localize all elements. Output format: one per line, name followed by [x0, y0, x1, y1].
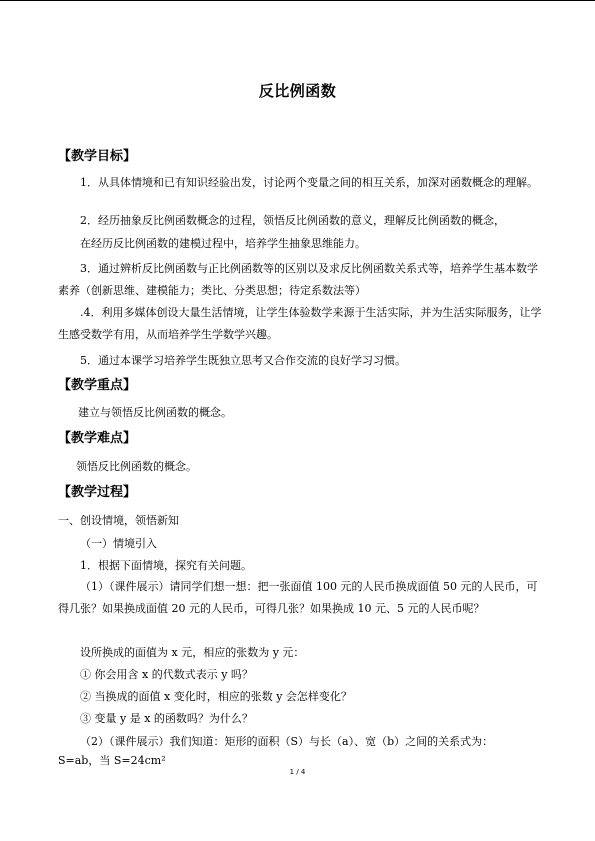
question-1: ① 你会用含 x 的代数式表示 y 吗？ [80, 668, 253, 681]
key-point-text: 建立与领悟反比例函数的概念。 [78, 406, 232, 419]
process-step-1: 1．根据下面情境，探究有关问题。 [80, 559, 252, 572]
heading-key-point: 【教学重点】 [58, 378, 137, 393]
process-scenario-1: （1）（课件展示）请同学们想一想：把一张面值 100 元的人民币换成面值 50 元的人民币，可得几张？如果换成面值 20 元的人民币，可得几张？如果换成 10 元、5 元的人民币呢？ [58, 580, 538, 615]
heading-goals: 【教学目标】 [58, 149, 137, 164]
question-3: ③ 变量 y 是 x 的函数吗？为什么？ [80, 712, 253, 725]
top-rule [0, 0, 595, 1]
page-title: 反比例函数 [258, 82, 337, 100]
goal-3: 3．通过辨析反比例函数与正比例函数等的区别以及求反比例函数关系式等，培养学生基本数学素养（创新思维、建模能力；类比、分类思想；待定系数法等） [58, 262, 538, 297]
goal-5: 5．通过本课学习培养学生既独立思考又合作交流的良好学习习惯。 [80, 354, 406, 367]
process-subsection-1: （一）情境引入 [80, 537, 157, 550]
process-scenario-2-cont: S=ab，当 S=24cm² [58, 754, 166, 767]
heading-difficulty: 【教学难点】 [58, 431, 137, 446]
goal-2-line-1: 2．经历抽象反比例函数概念的过程，领悟反比例函数的意义，理解反比例函数的概念， [80, 214, 505, 227]
process-variable-setup: 设所换成的面值为 x 元，相应的张数为 y 元： [80, 646, 305, 659]
process-scenario-2: （2）（课件展示）我们知道：矩形的面积（S）与长（a）、宽（b）之间的关系式为： [80, 735, 494, 748]
goal-4: .4．利用多媒体创设大量生活情境，让学生体验数学来源于生活实际，并为生活实际服务，让学生感受数学有用，从而培养学生学数学兴趣。 [58, 306, 542, 341]
difficulty-text: 领悟反比例函数的概念。 [76, 460, 197, 473]
goal-1: 1．从具体情境和已有知识经验出发，讨论两个变量之间的相互关系，加深对函数概念的理解。 [80, 176, 538, 189]
process-section-1: 一、创设情境，领悟新知 [58, 514, 179, 527]
question-2: ② 当换成的面值 x 变化时，相应的张数 y 会怎样变化？ [80, 690, 352, 703]
heading-process: 【教学过程】 [58, 485, 137, 500]
page-number: 1 / 4 [289, 768, 306, 776]
goal-2-line-2: 在经历反比例函数的建模过程中，培养学生抽象思维能力。 [80, 237, 366, 250]
